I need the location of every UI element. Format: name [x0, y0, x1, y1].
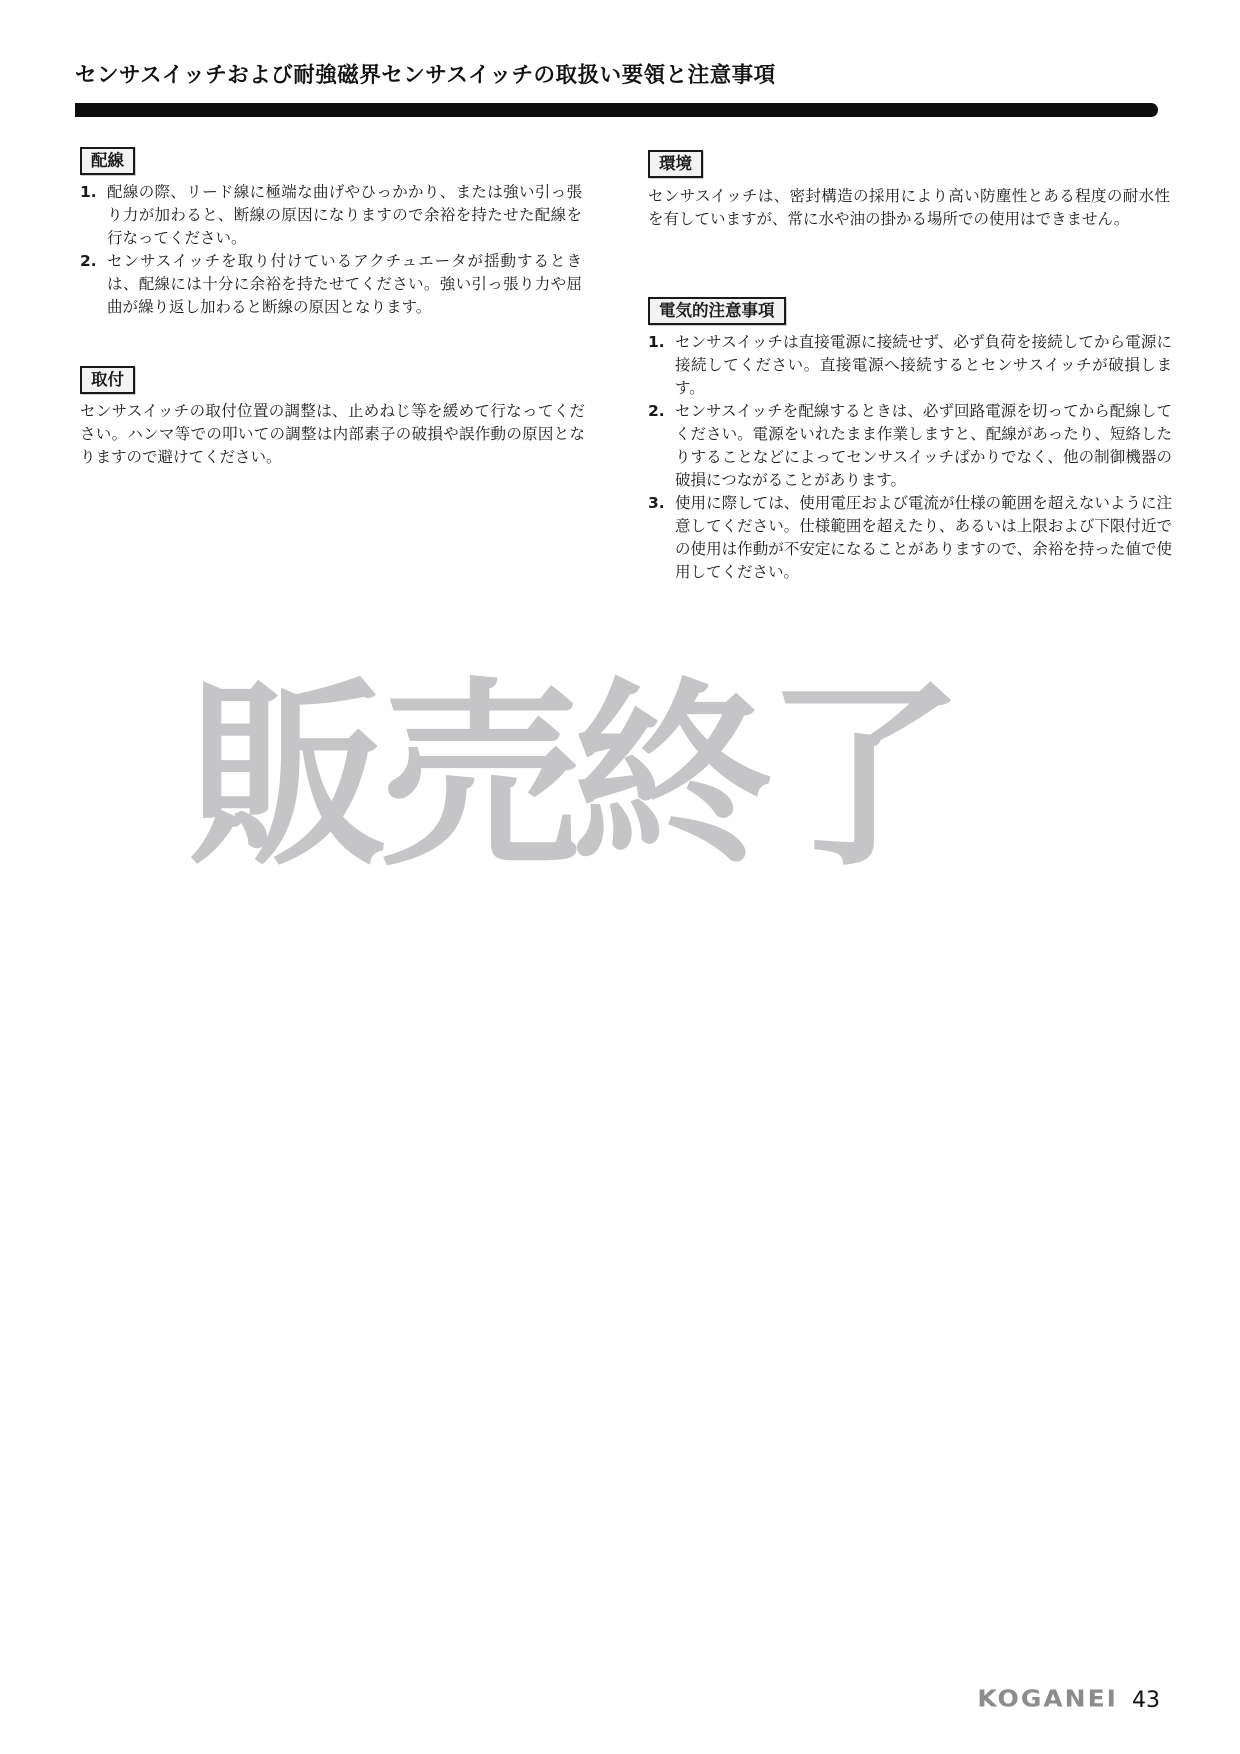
- list-item-marker: 3.: [648, 494, 665, 512]
- page-title: センサスイッチおよび耐強磁界センサスイッチの取扱い要領と注意事項: [75, 63, 776, 88]
- list-item: [648, 331, 1172, 400]
- list-item: [648, 492, 1172, 584]
- title-rule-bar: [75, 103, 1158, 117]
- list-item-text: センサスイッチを取り付けているアクチュエータが揺動するときは、配線には十分に余裕を持たせてください。強い引っ張り力や屈曲が繰り返し加わると断線の原因となります。: [107, 252, 582, 316]
- list-item-text: センサスイッチは直接電源に接続せず、必ず負荷を接続してから電源に接続してください。直接電源へ接続するとセンサスイッチが破損します。: [675, 333, 1172, 397]
- section-heading-environment: 環境: [648, 150, 703, 178]
- page-footer: [977, 1684, 1160, 1713]
- list-item-marker: 1.: [80, 183, 97, 201]
- list-item-marker: 2.: [80, 252, 97, 270]
- section-heading-electrical: 電気的注意事項: [648, 297, 786, 325]
- section-heading-mounting: 取付: [80, 366, 135, 394]
- list-item-text: 配線の際、リード線に極端な曲げやひっかかり、または強い引っ張り力が加わると、断線の原因になりますので余裕を持たせた配線を行なってください。: [107, 183, 582, 247]
- koganei-logo: KOGANEI: [977, 1685, 1118, 1712]
- list-item-marker: 2.: [648, 402, 665, 420]
- mounting-body: センサスイッチの取付位置の調整は、止めねじ等を緩めて行なってください。ハンマ等での叩いての調整は内部素子の破損や誤作動の原因となりますので避けてください。: [80, 402, 585, 466]
- list-item: [648, 400, 1172, 492]
- list-item: [80, 181, 582, 250]
- environment-body: センサスイッチは、密封構造の採用により高い防塵性とある程度の耐水性を有していますが、常に水や油の掛かる場所での使用はできません。: [648, 187, 1170, 228]
- page-number: 43: [1132, 1688, 1160, 1713]
- discontinued-watermark: 販売終了: [188, 661, 957, 894]
- electrical-list: [648, 331, 1172, 584]
- list-item-marker: 1.: [648, 333, 665, 351]
- wiring-list: [80, 181, 582, 319]
- list-item-text: 使用に際しては、使用電圧および電流が仕様の範囲を超えないように注意してください。仕様範囲を超えたり、あるいは上限および下限付近での使用は作動が不安定になることがありますので、余裕を持った値で使用してください。: [675, 494, 1172, 581]
- list-item: [80, 250, 582, 319]
- list-item-text: センサスイッチを配線するときは、必ず回路電源を切ってから配線してください。電源をいれたまま作業しますと、配線があったり、短絡したりすることなどによってセンサスイッチばかりでなく、他の制御機器の破損につながることがあります。: [675, 402, 1172, 489]
- section-heading-wiring: 配線: [80, 147, 135, 175]
